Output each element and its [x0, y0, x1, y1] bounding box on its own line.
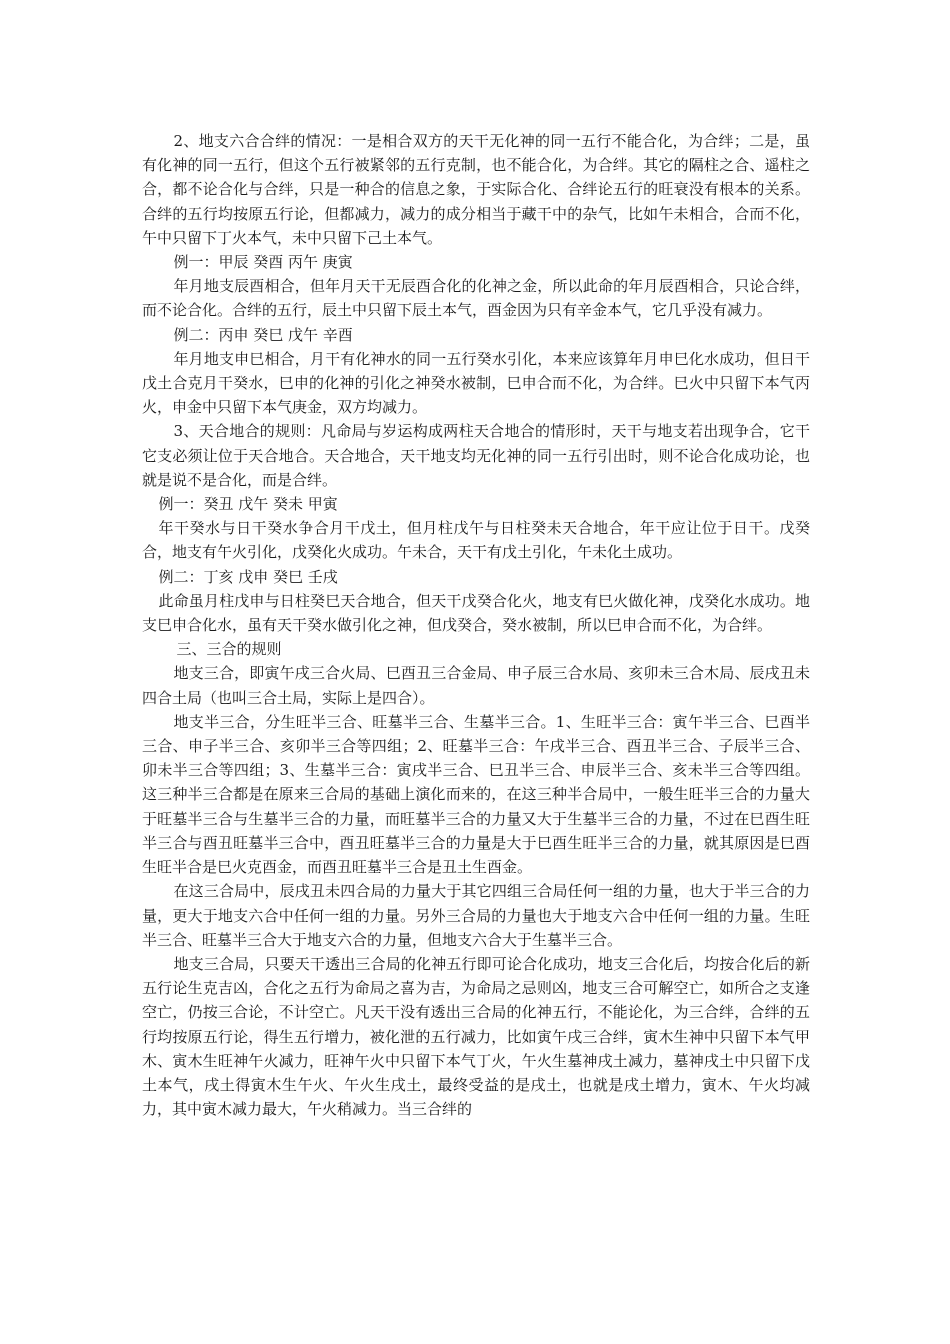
paragraph: 此命虽月柱戊申与日柱癸巳天合地合，但天干戊癸合化火，地支有巳火做化神，戊癸化水成功。地支巳申合化水，虽有天干癸水做引化之神，但戊癸合，癸水被制，所以巳申合而不化，为合绊。	[142, 591, 810, 635]
paragraph: 3、天合地合的规则：凡命局与岁运构成两柱天合地合的情形时，天干与地支若出现争合，它干它支必须让位于天合地合。天合地合，天干地支均无化神的同一五行引出时，则不论合化成功论，也就是说不是合化，而是合绊。	[142, 422, 810, 489]
document-page	[142, 129, 810, 1121]
paragraph: 地支三合局，只要天干透出三合局的化神五行即可论合化成功，地支三合化后，均按合化后的新五行论生克吉凶，合化之五行为命局之喜为吉，为命局之忌则凶，地支三合可解空亡，如所合之支逢空亡，仍按三合论，不计空亡。凡天干没有透出三合局的化神五行，不能论化，为三合绊，合绊的五行均按原五行论，得生五行增力，被化泄的五行减力，比如寅午戌三合绊，寅木生神中只留下本气甲木、寅木生旺神午火减力，旺神午火中只留下本气丁火，午火生墓神戌土减力，墓神戌土中只留下戊土本气，戌土得寅木生午火、午火生戌土，最终受益的是戌土，也就是戌土增力，寅木、午火均减力，其中寅木减力最大，午火稍减力。当三合绊的	[142, 954, 810, 1119]
paragraph: 例二：丙申 癸巳 戊午 辛酉	[173, 325, 353, 344]
paragraph: 在这三合局中，辰戌丑未四合局的力量大于其它四组三合局任何一组的力量，也大于半三合的力量，更大于地支六合中任何一组的力量。另外三合局的力量也大于地支六合中任何一组的力量。生旺半三合、旺墓半三合大于地支六合的力量，但地支六合大于生墓半三合。	[142, 882, 810, 949]
paragraph: 地支三合，即寅午戌三合火局、巳酉丑三合金局、申子辰三合水局、亥卯未三合木局、辰戌丑未四合土局（也叫三合土局，实际上是四合）。	[142, 664, 810, 707]
paragraph: 地支半三合，分生旺半三合、旺墓半三合、生墓半三合。1、生旺半三合：寅午半三合、巳酉半三合、申子半三合、亥卯半三合等四组；2、旺墓半三合：午戌半三合、酉丑半三合、子辰半三合、卯未半三合等四组；3、生墓半三合：寅戌半三合、巳丑半三合、申辰半三合、亥未半三合等四组。这三种半三合都是在原来三合局的基础上演化而来的，在这三种半合局中，一般生旺半三合的力量大于旺墓半三合与生墓半三合的力量，而旺墓半三合的力量又大于生墓半三合的力量，不过在巳酉生旺半三合与酉丑旺墓半三合中，酉丑旺墓半三合的力量是大于巳酉生旺半三合的力量，就其原因是巳酉生旺半合是巳火克酉金，而酉丑旺墓半三合是丑土生酉金。	[142, 712, 810, 877]
paragraph: 年月地支申巳相合，月干有化神水的同一五行癸水引化，本来应该算年月申巳化水成功，但日干戊土合克月干癸水，巳申的化神的引化之神癸水被制，巳申合而不化，为合绊。巳火中只留下本气丙火，申金中只留下本气庚金，双方均减力。	[142, 349, 810, 417]
paragraph: 例一：癸丑 戊午 癸未 甲寅	[158, 495, 338, 514]
paragraph: 年干癸水与日干癸水争合月干戊土，但月柱戊午与日柱癸未天合地合，年干应让位于日干。戊癸合，地支有午火引化，戊癸化火成功。午未合，天干有戊土引化，午未化土成功。	[142, 519, 810, 562]
section-heading: 三、三合的规则	[176, 640, 282, 659]
paragraph: 例二：丁亥 戊申 癸巳 壬戌	[158, 567, 338, 586]
paragraph: 例一：甲辰 癸酉 丙午 庚寅	[173, 253, 353, 272]
paragraph: 年月地支辰酉相合，但年月天干无辰酉合化的化神之金，所以此命的年月辰酉相合，只论合绊，而不论合化。合绊的五行，辰土中只留下辰土本气，酉金因为只有辛金本气，它几乎没有减力。	[142, 277, 810, 320]
paragraph: 2、地支六合合绊的情况：一是相合双方的天干无化神的同一五行不能合化，为合绊；二是，虽有化神的同一五行，但这个五行被紧邻的五行克制，也不能合化，为合绊。其它的隔柱之合、遥柱之合，都不论合化与合绊，只是一种合的信息之象，于实际合化、合绊论五行的旺衰没有根本的关系。合绊的五行均按原五行论，但都减力，减力的成分相当于藏干中的杂气，比如午未相合，合而不化，午中只留下丁火本气，未中只留下己土本气。	[142, 132, 810, 247]
